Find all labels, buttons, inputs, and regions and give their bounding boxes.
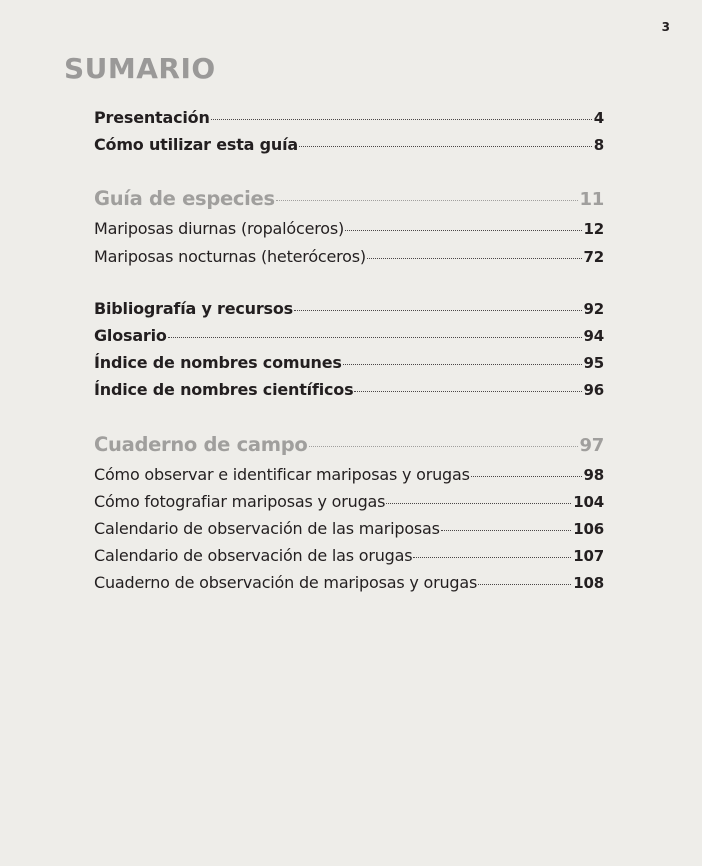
toc-entry-indice-cientificos[interactable] [94,380,604,407]
toc-entry-page: 92 [583,299,604,318]
toc-entry-label: Presentación [94,108,210,127]
toc-entry-page: 107 [573,547,604,566]
toc-section-page: 97 [579,434,604,456]
toc-entry-como-utilizar[interactable] [94,135,604,162]
toc-group-references [94,299,604,408]
dot-leader [386,503,571,504]
toc-entry-label: Cómo fotografiar mariposas y orugas [94,491,386,511]
dot-leader [471,476,582,477]
dot-leader [343,364,582,365]
toc-entry-label: Índice de nombres científicos [94,380,354,400]
dot-leader [309,446,578,447]
toc-entry-label: Cómo utilizar esta guía [94,135,298,155]
dot-leader [211,119,592,120]
toc-entry-label: Bibliografía y recursos [94,298,293,318]
dot-leader [168,337,582,338]
toc-entry-label: Mariposas nocturnas (heteróceros) [94,246,366,266]
dot-leader [441,530,572,531]
toc-entry-page: 96 [583,381,604,400]
toc-entry-page: 106 [573,519,604,538]
toc-entry-indice-comunes[interactable] [94,353,604,380]
toc-group-intro [94,108,604,162]
toc-section-label: Guía de especies [94,187,275,211]
toc-section-label: Cuaderno de campo [94,432,308,456]
dot-leader [276,200,578,201]
dot-leader [345,230,581,231]
toc-entry-calendario-mariposas[interactable] [94,519,604,546]
toc-entry-label: Glosario [94,325,167,345]
toc-entry-label: Mariposas diurnas (ropalóceros) [94,219,345,239]
toc-section-cuaderno-campo[interactable] [94,433,604,463]
toc-entry-mariposas-nocturnas[interactable] [94,247,604,274]
toc-section-page: 11 [579,189,604,211]
toc-entry-como-fotografiar[interactable] [94,492,604,519]
toc-group-field-notebook [94,433,604,601]
toc-entry-page: 108 [573,574,604,593]
toc-entry-page: 94 [583,326,604,345]
toc-entry-mariposas-diurnas[interactable] [94,219,604,246]
toc-entry-calendario-orugas[interactable] [94,546,604,573]
toc-entry-page: 95 [583,354,604,373]
toc-section-guia-especies[interactable] [94,187,604,217]
toc-entry-cuaderno-observacion[interactable] [94,573,604,600]
dot-leader [413,557,571,558]
toc-entry-page: 12 [583,220,604,239]
toc-entry-glosario[interactable] [94,326,604,353]
dot-leader [367,258,582,259]
toc-entry-label: Cómo observar e identificar mariposas y orugas [94,464,470,484]
page-number: 3 [661,20,670,34]
dot-leader [299,146,592,147]
page-title: SUMARIO [64,52,216,85]
dot-leader [294,310,582,311]
toc-entry-label: Calendario de observación de las mariposas [94,518,440,538]
toc-entry-presentacion[interactable] [94,108,604,135]
toc-group-species-guide [94,187,604,273]
table-of-contents [94,108,604,600]
toc-entry-como-observar[interactable] [94,465,604,492]
toc-entry-label: Calendario de observación de las orugas [94,546,413,566]
toc-entry-page: 98 [583,465,604,484]
toc-entry-page: 4 [593,109,604,127]
toc-entry-page: 72 [583,247,604,266]
dot-leader [478,584,571,585]
toc-entry-page: 104 [573,492,604,511]
dot-leader [354,391,581,392]
toc-entry-bibliografia[interactable] [94,299,604,326]
toc-entry-page: 8 [593,136,604,155]
toc-entry-label: Índice de nombres comunes [94,353,342,373]
toc-entry-label: Cuaderno de observación de mariposas y orugas [94,573,478,593]
